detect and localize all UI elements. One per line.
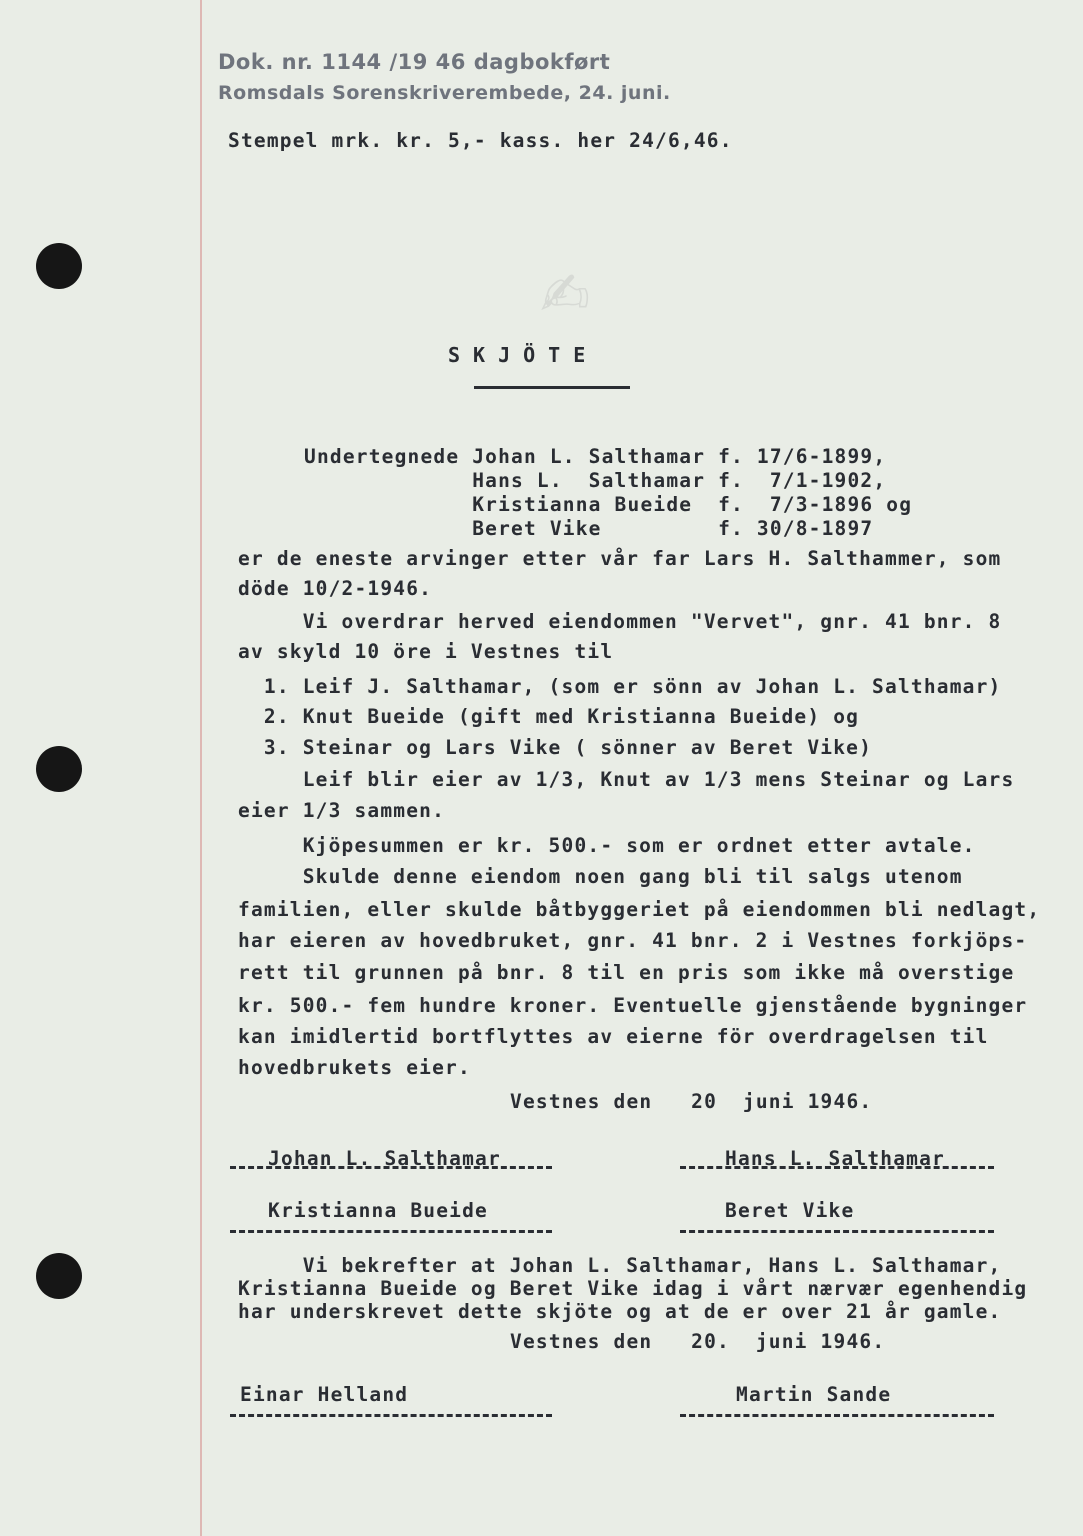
body-line: er de eneste arvinger etter vår far Lars H. Salthammer, som <box>238 547 1002 570</box>
signature-johan: Johan L. Salthamar <box>268 1147 501 1170</box>
place-date-2: Vestnes den 20. juni 1946. <box>510 1330 886 1353</box>
body-line: hovedbrukets eier. <box>238 1056 471 1079</box>
body-line: 3. Steinar og Lars Vike ( sönner av Beret Vike) <box>238 736 873 759</box>
witness-line: Kristianna Bueide og Beret Vike idag i vårt nærvær egenhendig <box>238 1277 1028 1300</box>
place-date-1: Vestnes den 20 juni 1946. <box>510 1090 873 1113</box>
body-line: kr. 500.- fem hundre kroner. Eventuelle gjenstående bygninger <box>238 994 1028 1017</box>
document-title: SKJÖTE <box>448 343 599 367</box>
faint-pencil-mark: ✍ <box>540 260 591 330</box>
signature-kristianna: Kristianna Bueide <box>268 1199 488 1222</box>
body-line: kan imidlertid bortflyttes av eierne för overdragelsen til <box>238 1025 989 1048</box>
signature-line <box>680 1230 994 1233</box>
signature-line <box>680 1166 994 1169</box>
body-line: 2. Knut Bueide (gift med Kristianna Bueide) og <box>238 705 860 728</box>
body-line: Skulde denne eiendom noen gang bli til salgs utenom <box>238 865 963 888</box>
punch-hole <box>36 1253 82 1299</box>
body-line: Beret Vike f. 30/8-1897 <box>304 517 874 540</box>
witness-signature-einar: Einar Helland <box>240 1383 409 1406</box>
witness-line: Vi bekrefter at Johan L. Salthamar, Hans L. Salthamar, <box>238 1254 1002 1277</box>
body-line: döde 10/2-1946. <box>238 577 433 600</box>
punch-hole <box>36 746 82 792</box>
punch-hole <box>36 243 82 289</box>
body-line: rett til grunnen på bnr. 8 til en pris som ikke må overstige <box>238 961 1015 984</box>
signature-line <box>230 1230 552 1233</box>
signature-beret: Beret Vike <box>725 1199 855 1222</box>
title-underline <box>474 386 630 389</box>
signature-line <box>680 1414 994 1417</box>
body-line: Vi overdrar herved eiendommen "Vervet", gnr. 41 bnr. 8 <box>238 610 1002 633</box>
witness-signature-martin: Martin Sande <box>736 1383 892 1406</box>
body-line: 1. Leif J. Salthamar, (som er sönn av Johan L. Salthamar) <box>238 675 1002 698</box>
body-line: har eieren av hovedbruket, gnr. 41 bnr. 2 i Vestnes forkjöps- <box>238 929 1028 952</box>
body-line: Hans L. Salthamar f. 7/1-1902, <box>304 469 887 492</box>
body-line: Undertegnede Johan L. Salthamar f. 17/6-1899, <box>304 445 887 468</box>
signature-line <box>230 1166 552 1169</box>
signature-hans: Hans L. Salthamar <box>725 1147 945 1170</box>
body-line: familien, eller skulde båtbyggeriet på eiendommen bli nedlagt, <box>238 898 1041 921</box>
signature-line <box>230 1414 552 1417</box>
body-line: Kristianna Bueide f. 7/3-1896 og <box>304 493 913 516</box>
body-line: eier 1/3 sammen. <box>238 799 446 822</box>
registration-stamp-line-2: Romsdals Sorenskriverembede, 24. juni. <box>218 82 671 104</box>
stamp-fee-note: Stempel mrk. kr. 5,- kass. her 24/6,46. <box>228 129 733 152</box>
body-line: Leif blir eier av 1/3, Knut av 1/3 mens Steinar og Lars <box>238 768 1015 791</box>
body-line: Kjöpesummen er kr. 500.- som er ordnet etter avtale. <box>238 834 976 857</box>
margin-line <box>200 0 202 1536</box>
body-line: av skyld 10 öre i Vestnes til <box>238 640 614 663</box>
registration-stamp-line-1: Dok. nr. 1144 /19 46 dagbokført <box>218 50 611 74</box>
witness-line: har underskrevet dette skjöte og at de er over 21 år gamle. <box>238 1300 1002 1323</box>
